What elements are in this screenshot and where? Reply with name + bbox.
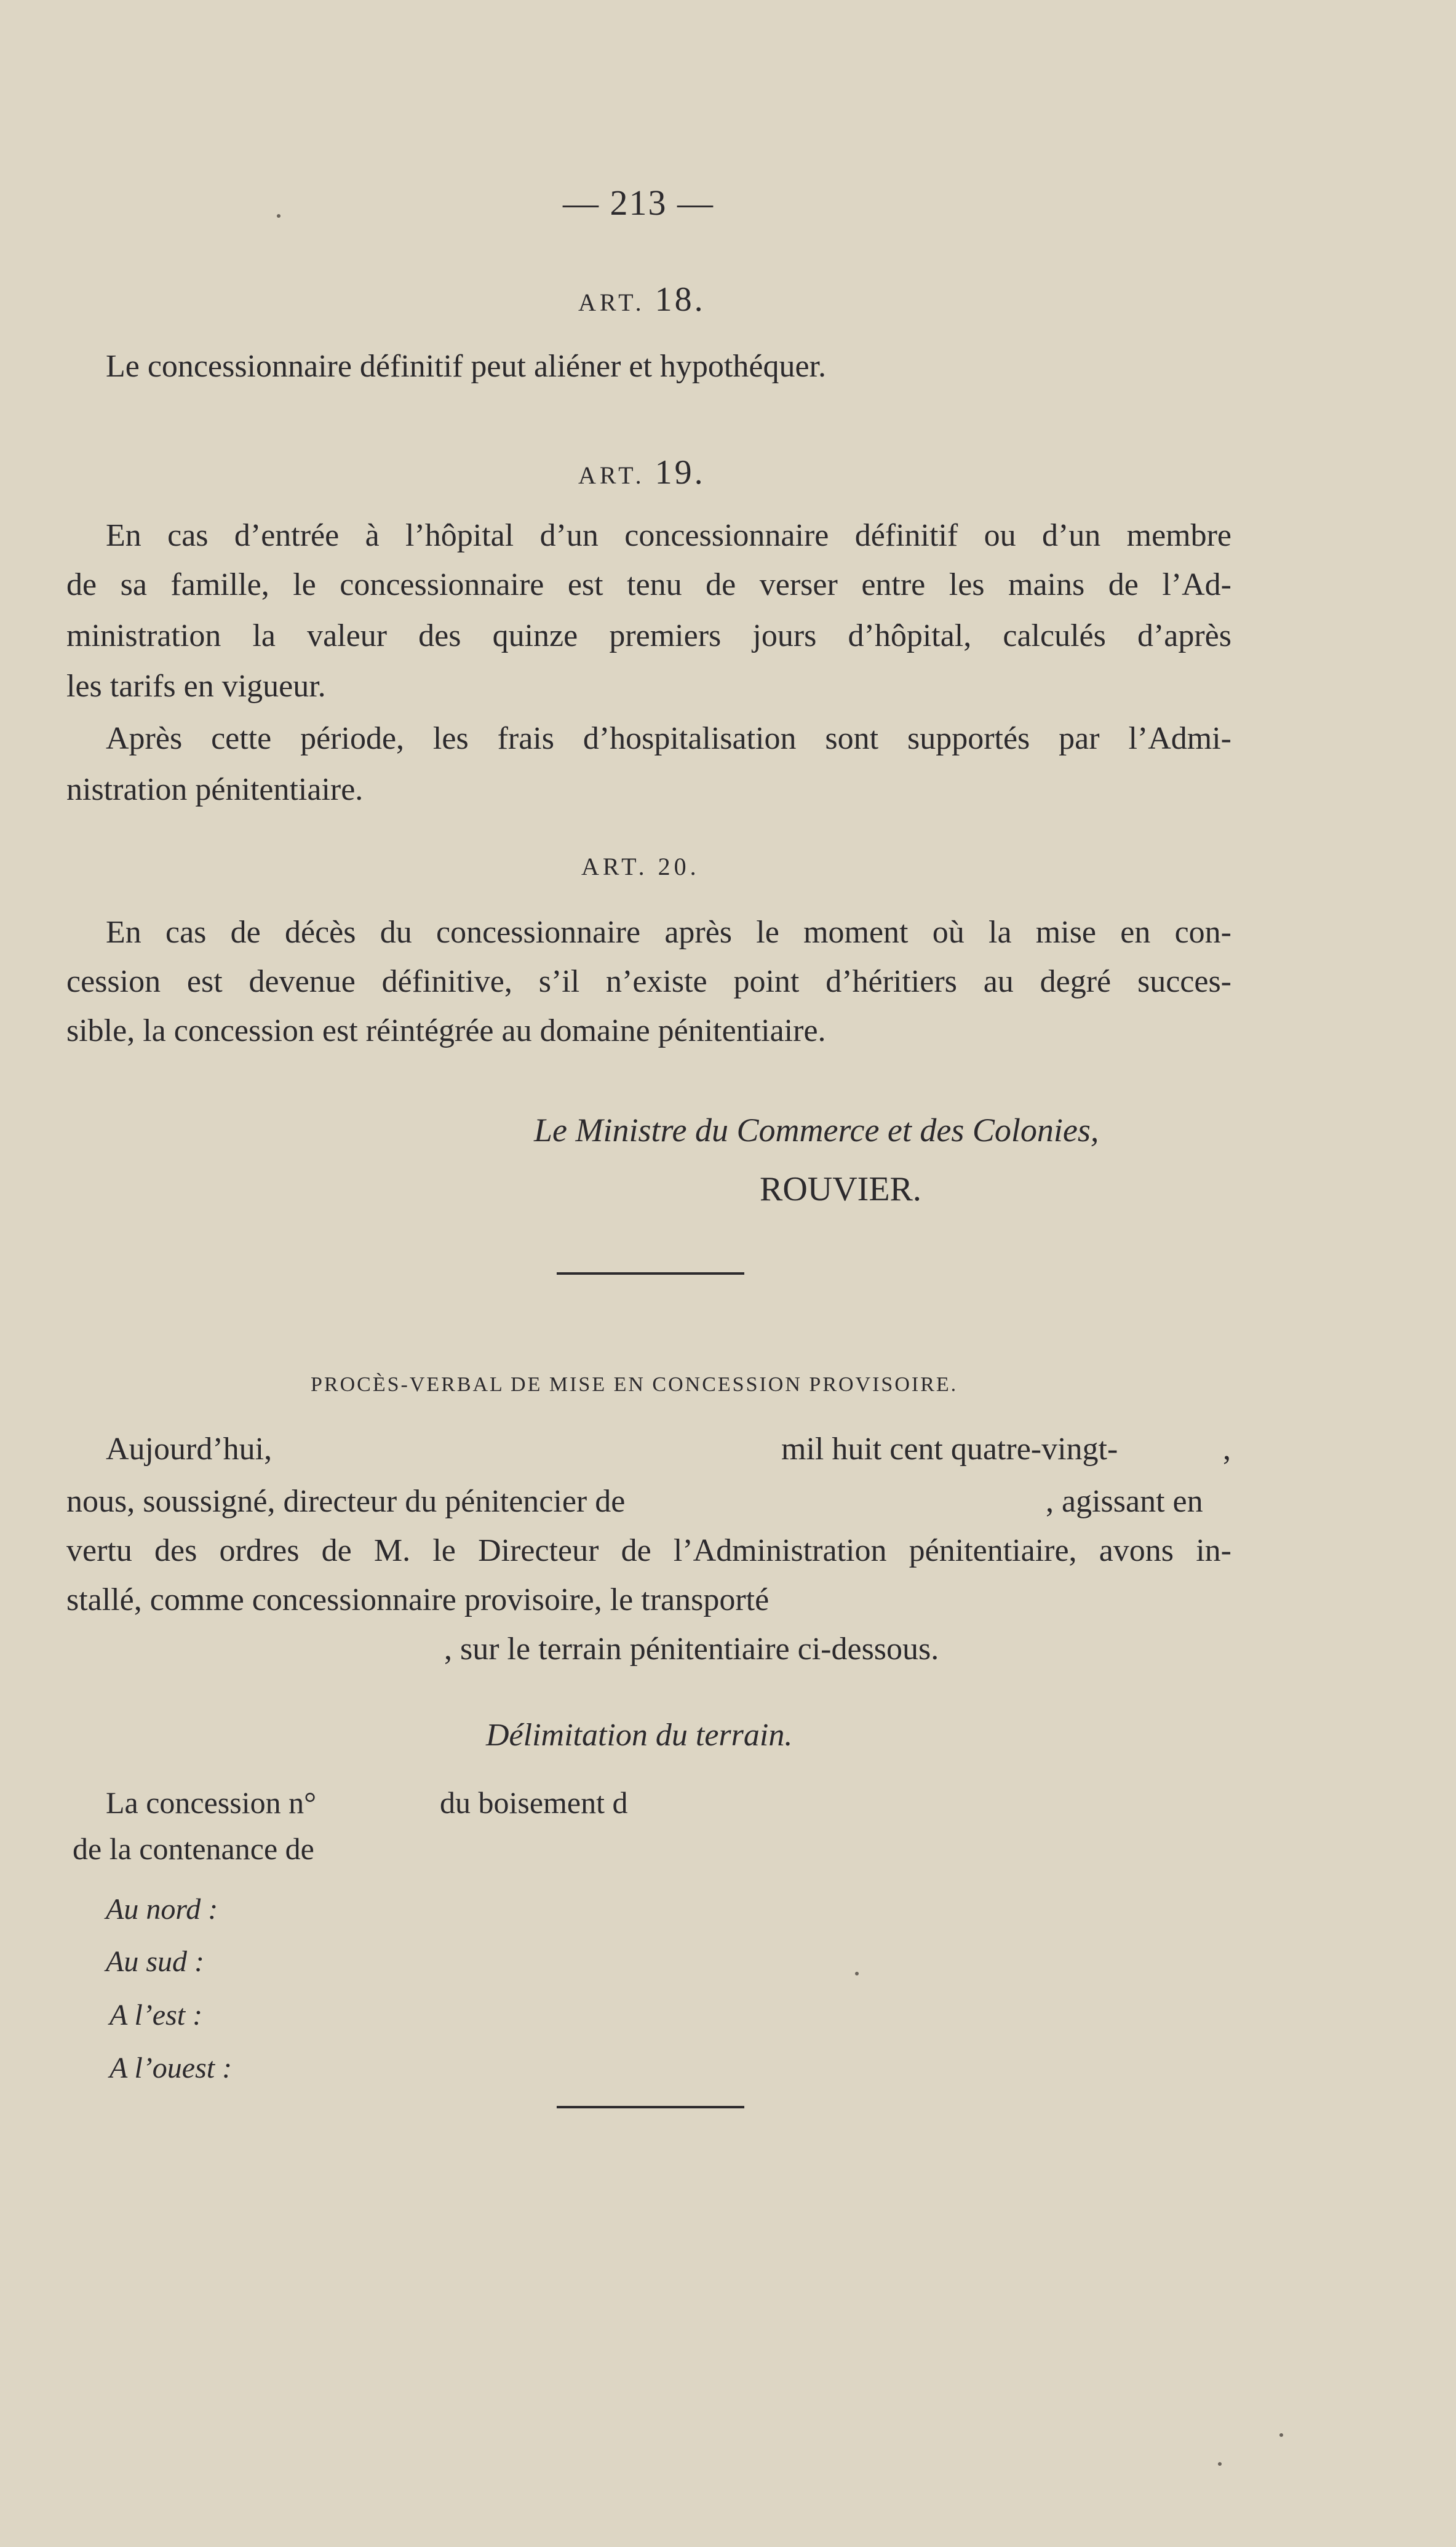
form-line-5: , sur le terrain pénitentiaire ci-dessous. bbox=[444, 1632, 939, 1667]
paper-speck bbox=[1279, 2433, 1283, 2437]
article-19-line-3: ministration la valeur des quinze premiers jours d’hôpital, calculés d’après bbox=[66, 618, 1231, 653]
paper-speck bbox=[277, 214, 280, 218]
article-19-line-1: En cas d’entrée à l’hôpital d’un concessionnaire définitif ou d’un membre bbox=[106, 518, 1231, 553]
signature-title: Le Ministre du Commerce et des Colonies, bbox=[534, 1112, 1099, 1149]
boundary-west: A l’ouest : bbox=[109, 2052, 233, 2084]
article-20-line-1: En cas de décès du concessionnaire après le moment où la mise en con- bbox=[106, 915, 1231, 950]
form-line-1-year: mil huit cent quatre-vingt- bbox=[781, 1432, 1118, 1467]
article-19-line-4: les tarifs en vigueur. bbox=[66, 669, 326, 704]
article-19-line-2: de sa famille, le concessionnaire est tenu de verser entre les mains de l’Ad- bbox=[66, 567, 1231, 602]
delimitation-heading: Délimitation du terrain. bbox=[486, 1718, 793, 1753]
separator-rule-bottom bbox=[557, 2106, 744, 2108]
boisement-label: du boisement d bbox=[440, 1785, 628, 1820]
article-19-heading bbox=[578, 453, 706, 492]
signature-name: ROUVIER. bbox=[760, 1170, 921, 1208]
paper-speck bbox=[1218, 2462, 1222, 2466]
form-line-1-date: Aujourd’hui, bbox=[106, 1432, 273, 1467]
form-line-4: stallé, comme concessionnaire provisoire, le transporté bbox=[66, 1582, 770, 1617]
form-line-3: vertu des ordres de M. le Directeur de l’Administration pénitentiaire, avons in- bbox=[66, 1533, 1231, 1568]
proces-verbal-heading: PROCÈS-VERBAL DE MISE EN CONCESSION PROVISOIRE. bbox=[311, 1373, 958, 1396]
article-number: 18. bbox=[654, 281, 706, 319]
page-number: — 213 — bbox=[563, 183, 714, 223]
separator-rule bbox=[557, 1272, 744, 1275]
boundary-north: Au nord : bbox=[106, 1893, 218, 1926]
form-line-2-director: nous, soussigné, directeur du pénitencier de bbox=[66, 1484, 626, 1519]
article-18-heading bbox=[578, 280, 706, 319]
boundary-east: A l’est : bbox=[109, 1999, 203, 2031]
article-18-text: Le concessionnaire définitif peut aliéner et hypothéquer. bbox=[106, 349, 826, 384]
form-line-2-acting: , agissant en bbox=[1046, 1484, 1203, 1519]
concession-number-label: La concession n° bbox=[106, 1785, 317, 1820]
article-label: ART. bbox=[578, 461, 645, 489]
article-20-heading: ART. 20. bbox=[581, 853, 700, 880]
article-label: ART. bbox=[578, 289, 645, 316]
boundary-south: Au sud : bbox=[106, 1945, 204, 1978]
contenance-label: de la contenance de bbox=[73, 1832, 314, 1866]
article-number: 19. bbox=[654, 453, 706, 492]
article-20-line-2: cession est devenue définitive, s’il n’existe point d’héritiers au degré succes- bbox=[66, 964, 1231, 999]
paper-speck bbox=[855, 1972, 859, 1975]
article-20-line-3: sible, la concession est réintégrée au domaine pénitentiaire. bbox=[66, 1013, 826, 1048]
form-line-1-comma: , bbox=[1223, 1432, 1231, 1467]
article-19-line-6: nistration pénitentiaire. bbox=[66, 772, 364, 807]
article-19-line-5: Après cette période, les frais d’hospitalisation sont supportés par l’Admi- bbox=[106, 721, 1231, 756]
